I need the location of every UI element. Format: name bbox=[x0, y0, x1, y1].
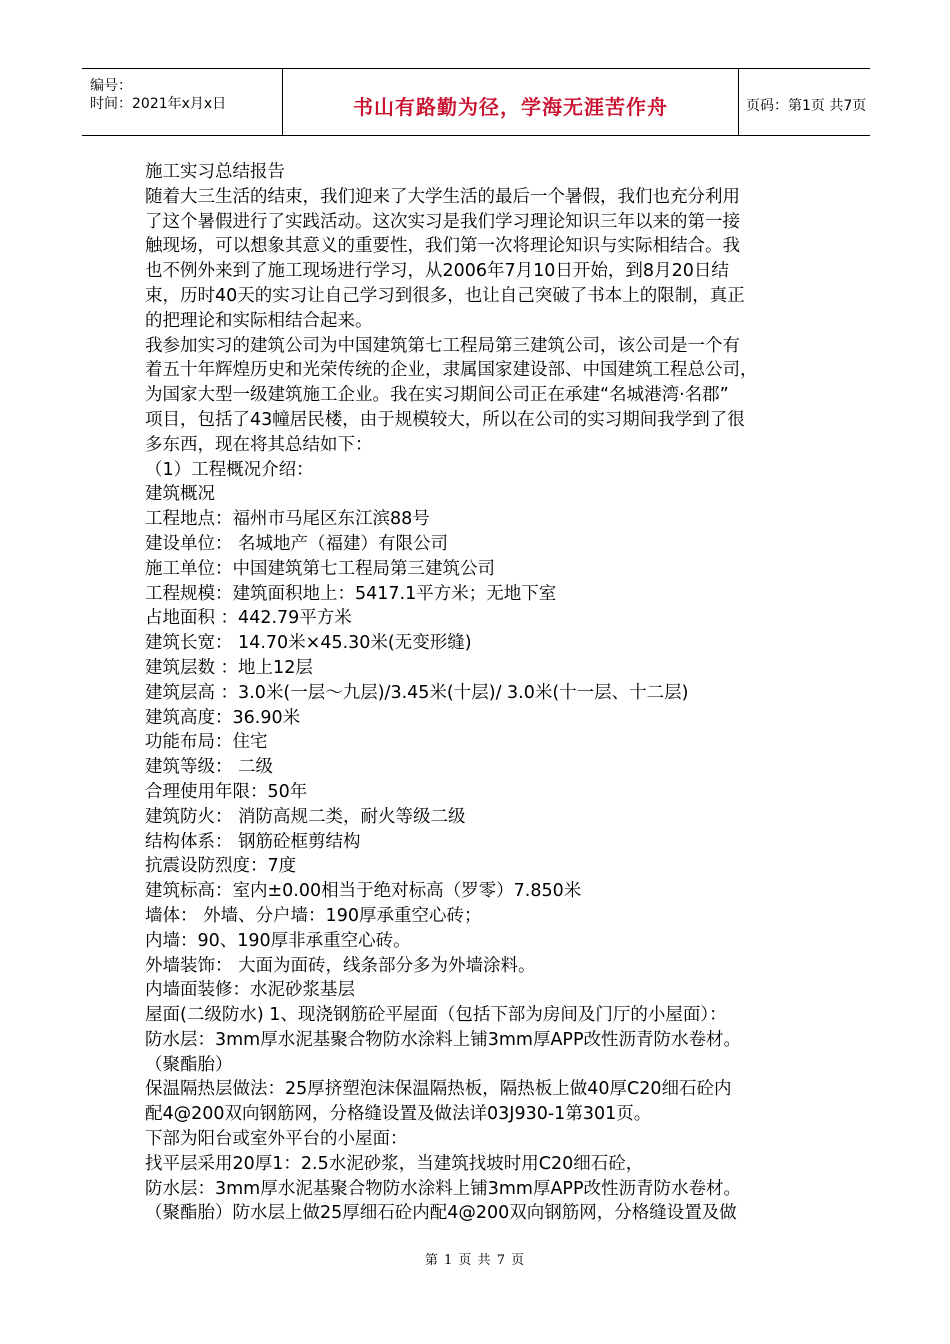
body-line: 随着大三生活的结束，我们迎来了大学生活的最后一个暑假，我们也充分利用 bbox=[145, 186, 740, 207]
body-line: 合理使用年限：50年 bbox=[145, 781, 308, 802]
body-line: 建筑防火： 消防高规二类，耐火等级二级 bbox=[145, 806, 466, 827]
body-line: 内墙面装修：水泥砂浆基层 bbox=[145, 980, 355, 1001]
body-line: 占地面积 ：442.79平方米 bbox=[145, 608, 352, 629]
body-line: 抗震设防烈度：7度 bbox=[145, 856, 297, 877]
document-number-label: 编号： bbox=[90, 78, 132, 94]
body-line: （1）工程概况介绍： bbox=[145, 459, 314, 480]
body-line: 工程规模：建筑面积地上：5417.1平方米；无地下室 bbox=[145, 583, 557, 604]
body-line: 我参加实习的建筑公司为中国建筑第七工程局第三建筑公司，该公司是一个有 bbox=[145, 335, 740, 356]
body-line: 内墙：90、190厚非承重空心砖。 bbox=[145, 930, 411, 951]
body-line: （聚酯胎） bbox=[145, 1054, 233, 1075]
header-slogan-cell bbox=[282, 69, 739, 135]
body-line: 建筑概况 bbox=[145, 484, 215, 505]
header-meta-cell bbox=[82, 69, 282, 135]
body-line: 防水层：3mm厚水泥基聚合物防水涂料上铺3mm厚APP改性沥青防水卷材。 bbox=[145, 1178, 742, 1199]
body-line: 建筑高度：36.90米 bbox=[145, 707, 301, 728]
body-line: 建筑长宽： 14.70米×45.30米(无变形缝) bbox=[145, 633, 472, 654]
document-body bbox=[145, 160, 815, 1226]
body-line: （聚酯胎）防水层上做25厚细石砼内配4@200双向钢筋网，分格缝设置及做 bbox=[145, 1203, 737, 1224]
body-line: 建设单位： 名城地产（福建）有限公司 bbox=[145, 533, 449, 554]
body-line: 下部为阳台或室外平台的小屋面： bbox=[145, 1129, 408, 1150]
body-line: 触现场，可以想象其意义的重要性，我们第一次将理论知识与实际相结合。我 bbox=[145, 236, 740, 257]
body-line: 为国家大型一级建筑施工企业。我在实习期间公司正在承建“名城港湾·名郡” bbox=[145, 385, 729, 406]
header-page-info: 页码：第1页 共7页 bbox=[746, 98, 867, 114]
document-date-label: 时间：2021年x月x日 bbox=[90, 96, 227, 112]
body-line: 束，历时40天的实习让自己学习到很多，也让自己突破了书本上的限制，真正 bbox=[145, 285, 745, 306]
body-line: 建筑等级： 二级 bbox=[145, 757, 274, 778]
body-line: 着五十年辉煌历史和光荣传统的企业，隶属国家建设部、中国建筑工程总公司， bbox=[145, 360, 758, 381]
document-title: 施工实习总结报告 bbox=[145, 162, 285, 182]
body-line: 多东西，现在将其总结如下： bbox=[145, 434, 373, 455]
body-line: 项目，包括了43幢居民楼，由于规模较大，所以在公司的实习期间我学到了很 bbox=[145, 409, 745, 430]
body-line: 防水层：3mm厚水泥基聚合物防水涂料上铺3mm厚APP改性沥青防水卷材。 bbox=[145, 1029, 742, 1050]
body-line: 屋面(二级防水) 1、现浇钢筋砼平屋面（包括下部为房间及门厅的小屋面）： bbox=[145, 1005, 727, 1026]
body-line: 施工单位：中国建筑第七工程局第三建筑公司 bbox=[145, 558, 495, 579]
page-footer: 第 1 页 共 7 页 bbox=[424, 1253, 526, 1268]
page-header bbox=[82, 68, 870, 136]
body-line: 配4@200双向钢筋网，分格缝设置及做法详03J930-1第301页。 bbox=[145, 1104, 652, 1125]
body-line: 建筑层高 ：3.0米(一层～九层)/3.45米(十层)/ 3.0米(十一层、十二层) bbox=[145, 682, 689, 703]
body-line: 也不例外来到了施工现场进行学习，从2006年7月10日开始，到8月20日结 bbox=[145, 261, 729, 282]
body-line: 外墙装饰： 大面为面砖，线条部分多为外墙涂料。 bbox=[145, 955, 536, 976]
body-line: 了这个暑假进行了实践活动。这次实习是我们学习理论知识三年以来的第一接 bbox=[145, 211, 740, 232]
header-slogan: 书山有路勤为径，学海无涯苦作舟 bbox=[353, 95, 668, 119]
body-line: 功能布局：住宅 bbox=[145, 732, 268, 753]
body-line: 建筑标高：室内±0.00相当于绝对标高（罗零）7.850米 bbox=[145, 881, 582, 902]
body-line: 的把理论和实际相结合起来。 bbox=[145, 310, 373, 331]
body-line: 建筑层数 ：地上12层 bbox=[145, 657, 313, 678]
body-line: 结构体系： 钢筋砼框剪结构 bbox=[145, 831, 361, 852]
header-page-cell bbox=[738, 69, 870, 135]
body-line: 墙体： 外墙、分户墙：190厚承重空心砖； bbox=[145, 905, 482, 926]
body-line: 找平层采用20厚1：2.5水泥砂浆，当建筑找坡时用C20细石砼， bbox=[145, 1153, 644, 1174]
body-line: 保温隔热层做法：25厚挤塑泡沫保温隔热板，隔热板上做40厚C20细石砼内 bbox=[145, 1079, 732, 1100]
body-line: 工程地点：福州市马尾区东江滨88号 bbox=[145, 509, 430, 530]
